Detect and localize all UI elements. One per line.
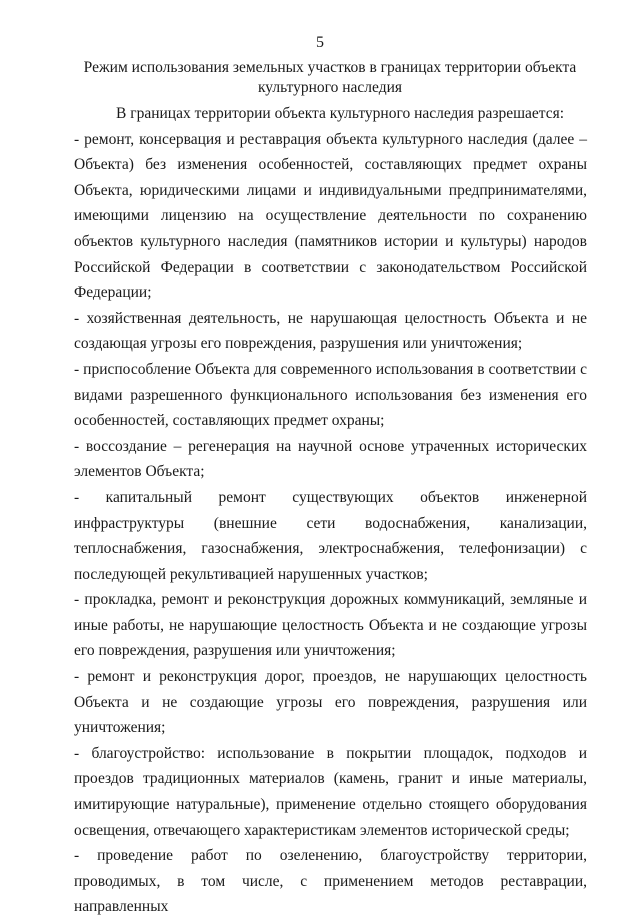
list-item: - благоустройство: использование в покрытии площадок, подходов и проездов традиционных материалов (камень, гранит и иные материалы, имитирующие натуральные), применение отдельно стоящего оборудования освещения, отвечающего характеристикам элементов исторической среды; (74, 744, 587, 839)
list-item: - проведение работ по озеленению, благоустройству территории, проводимых, в том числе, с применением методов реставрации, направленных (74, 847, 587, 916)
section-title: Режим использования земельных участков в границах территории объекта культурного наследия (83, 59, 577, 96)
list-item: - воссоздание – регенерация на научной основе утраченных исторических элементов Объекта; (74, 437, 587, 481)
document-body (74, 101, 587, 920)
page-number: 5 (316, 34, 324, 51)
list-item: - капитальный ремонт существующих объектов инженерной инфраструктуры (внешние сети водоснабжения, канализации, теплоснабжения, газоснабжения, электроснабжения, телефонизации) с последующей рекультивацией нарушенных участков; (74, 488, 587, 583)
intro-paragraph: В границах территории объекта культурного наследия разрешается: (116, 105, 565, 122)
list-item: - ремонт, консервация и реставрация объекта культурного наследия (далее – Объекта) без изменения особенностей, составляющих предмет охраны Объекта, юридическими лицами и индивидуальными предпринимателями, имеющими лицензию на осуществление деятельности по сохранению объектов культурного наследия (памятников истории и культуры) народов Российской Федерации в соответствии с законодательством Российской Федерации; (74, 130, 587, 302)
list-item: - прокладка, ремонт и реконструкция дорожных коммуникаций, земляные и иные работы, не нарушающие целостность Объекта и не создающие угрозы его повреждения, разрушения или уничтожения; (74, 591, 587, 660)
list-item: - приспособление Объекта для современного использования в соответствии с видами разрешенного функционального использования без изменения его особенностей, составляющих предмет охраны; (74, 360, 587, 430)
list-item: - хозяйственная деятельность, не нарушающая целостность Объекта и не создающая угрозы его повреждения, разрушения или уничтожения; (74, 309, 587, 353)
list-item: - ремонт и реконструкция дорог, проездов, не нарушающих целостность Объекта и не создающие угрозы его повреждения, разрушения или уничтожения; (74, 668, 587, 737)
